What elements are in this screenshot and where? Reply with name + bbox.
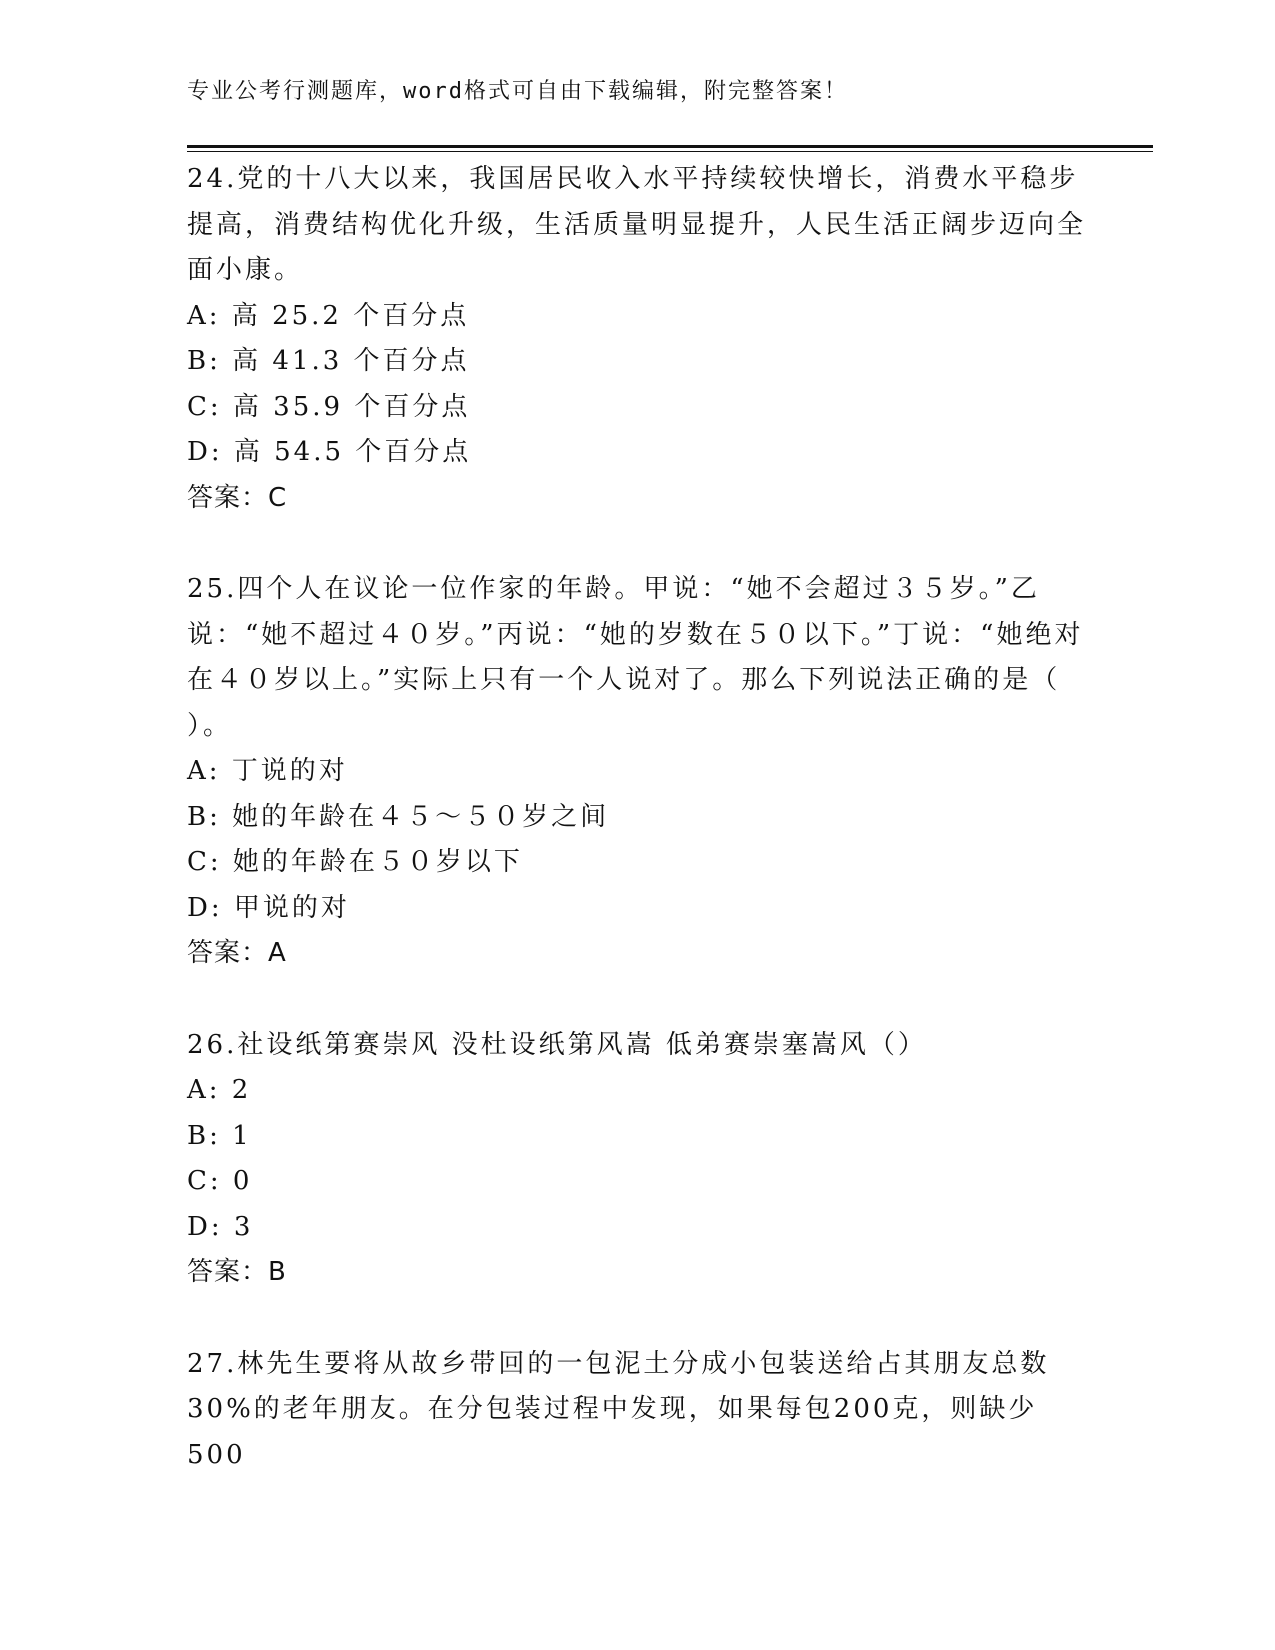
answer-line: 答案：C [187,482,288,513]
question-25 [187,567,1087,977]
option-c: C: 她的年龄在５０岁以下 [187,847,523,877]
option-b: B: 高 41.3 个百分点 [187,346,470,376]
question-list [187,157,1087,1478]
question-stem: 24.党的十八大以来，我国居民收入水平持续较快增长，消费水平稳步提高，消费结构优化升级，生活质量明显提升，人民生活正阔步迈向全面小康。 [187,164,1087,285]
question-stem: 25.四个人在议论一位作家的年龄。甲说：“她不会超过３５岁。”乙说：“她不超过４０岁。”丙说：“她的岁数在５０以下。”丁说：“她绝对在４０岁以上。”实际上只有一个人说对了。那么下列说法正确的是（ ）。 [187,574,1084,741]
question-27 [187,1342,1087,1479]
option-a: A: 高 25.2 个百分点 [187,300,470,331]
question-stem: 27.林先生要将从故乡带回的一包泥土分成小包装送给占其朋友总数30%的老年朋友。在分包装过程中发现，如果每包200克，则缺少500 [187,1348,1050,1470]
option-d: D: 甲说的对 [187,892,350,923]
option-a: A: 丁说的对 [187,756,348,786]
option-d: D: 3 [187,1211,254,1242]
option-d: D: 高 54.5 个百分点 [187,437,472,467]
header-rule-thin [187,151,1153,152]
question-stem: 26.社设纸第赛崇风 没杜设纸第风嵩 低弟赛崇塞嵩风（） [187,1029,927,1060]
question-26 [187,1023,1087,1296]
header-text: 专业公考行测题库，word格式可自由下载编辑，附完整答案！ [187,79,848,104]
option-c: C: 0 [187,1166,253,1196]
option-c: C: 高 35.9 个百分点 [187,391,471,422]
question-24 [187,157,1087,521]
option-a: A: 2 [187,1075,252,1105]
answer-line: 答案：B [187,1257,287,1287]
answer-line: 答案：A [187,938,287,968]
option-b: B: 她的年龄在４５～５０岁之间 [187,801,610,832]
header-rule-thick [187,145,1153,148]
option-b: B: 1 [187,1120,252,1151]
